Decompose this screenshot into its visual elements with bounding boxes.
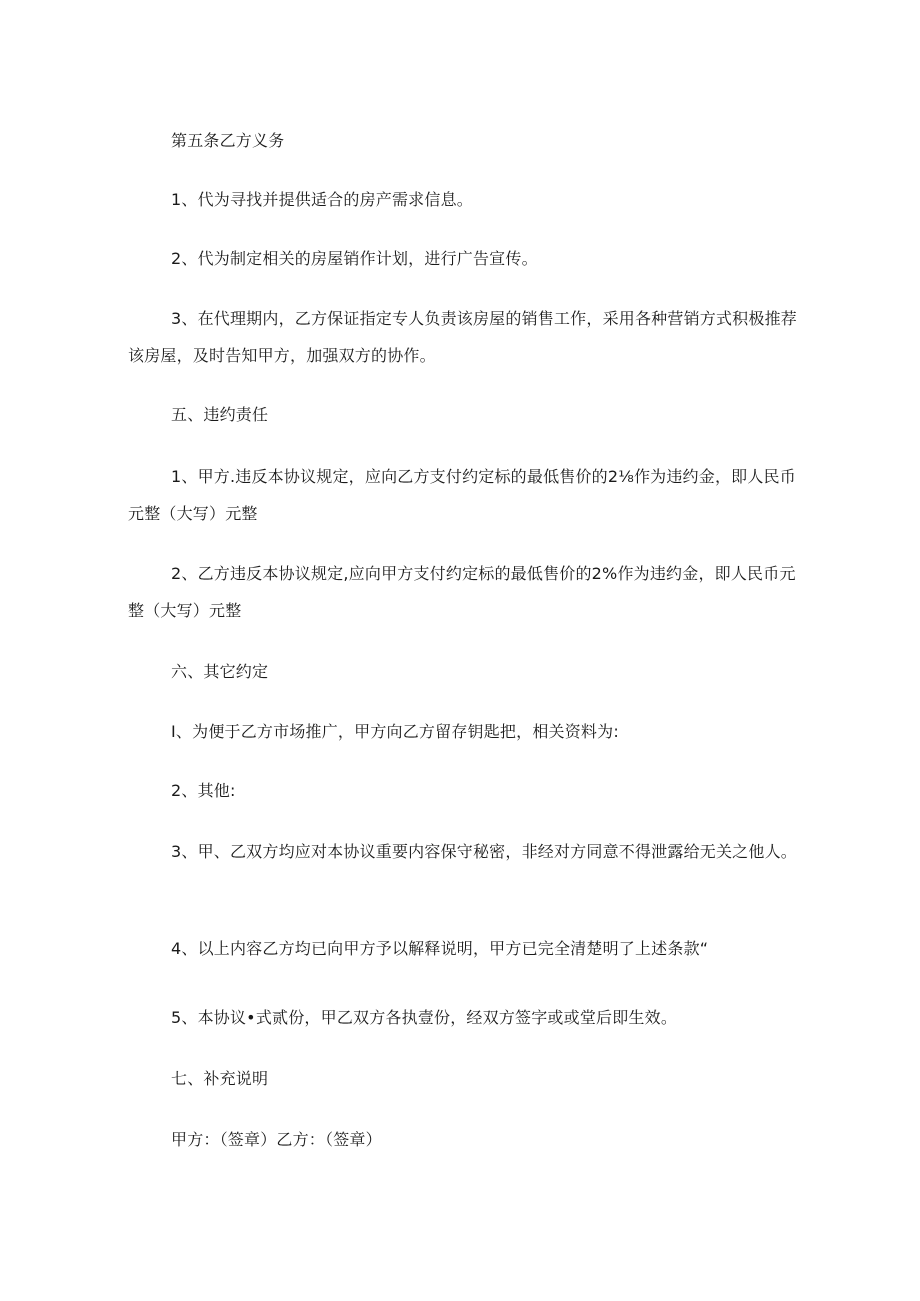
paragraph-section-breach-heading: 五、违约责任 [171,405,269,424]
paragraph-obligation-2: 2、代为制定相关的房屋销作计划，进行广告宣传。 [171,249,538,268]
paragraph-other-2: 2、其他: [171,781,236,800]
paragraph-section-other-heading: 六、其它约定 [171,662,269,681]
paragraph-other-4: 4、以上内容乙方均已向甲方予以解释说明，甲方已完全清楚明了上述条款“ [171,939,709,958]
paragraph-obligation-3: 3、在代理期内，乙方保证指定专人负责该房屋的销售工作，采用各种营销方式积极推荐该房屋，及时告知甲方，加强双方的协作。 [128,309,797,365]
paragraph-other-1: I、为便于乙方市场推广，甲方向乙方留存钥匙把，相关资料为: [171,722,619,741]
paragraph-breach-2: 2、乙方违反本协议规定,应向甲方支付约定标的最低售价的2%作为违约金，即人民币元整（大写）元整 [128,564,796,620]
paragraph-other-5: 5、本协议•式贰份，甲乙双方各执壹份，经双方签字或或堂后即生效。 [171,1008,678,1027]
paragraph-other-3: 3、甲、乙双方均应对本协议重要内容保守秘密，非经对方同意不得泄露给无关之他人。 [171,842,797,861]
paragraph-article-5-heading: 第五条乙方义务 [171,131,285,150]
paragraph-section-supplement-heading: 七、补充说明 [171,1069,269,1088]
paragraph-obligation-1: 1、代为寻找并提供适合的房产需求信息。 [171,190,473,209]
paragraph-breach-1: 1、甲方.违反本协议规定，应向乙方支付约定标的最低售价的2⅛作为违约金，即人民币元整（大写）元整 [128,467,796,523]
paragraph-signature-line: 甲方：（签章）乙方：（签章） [171,1130,382,1149]
